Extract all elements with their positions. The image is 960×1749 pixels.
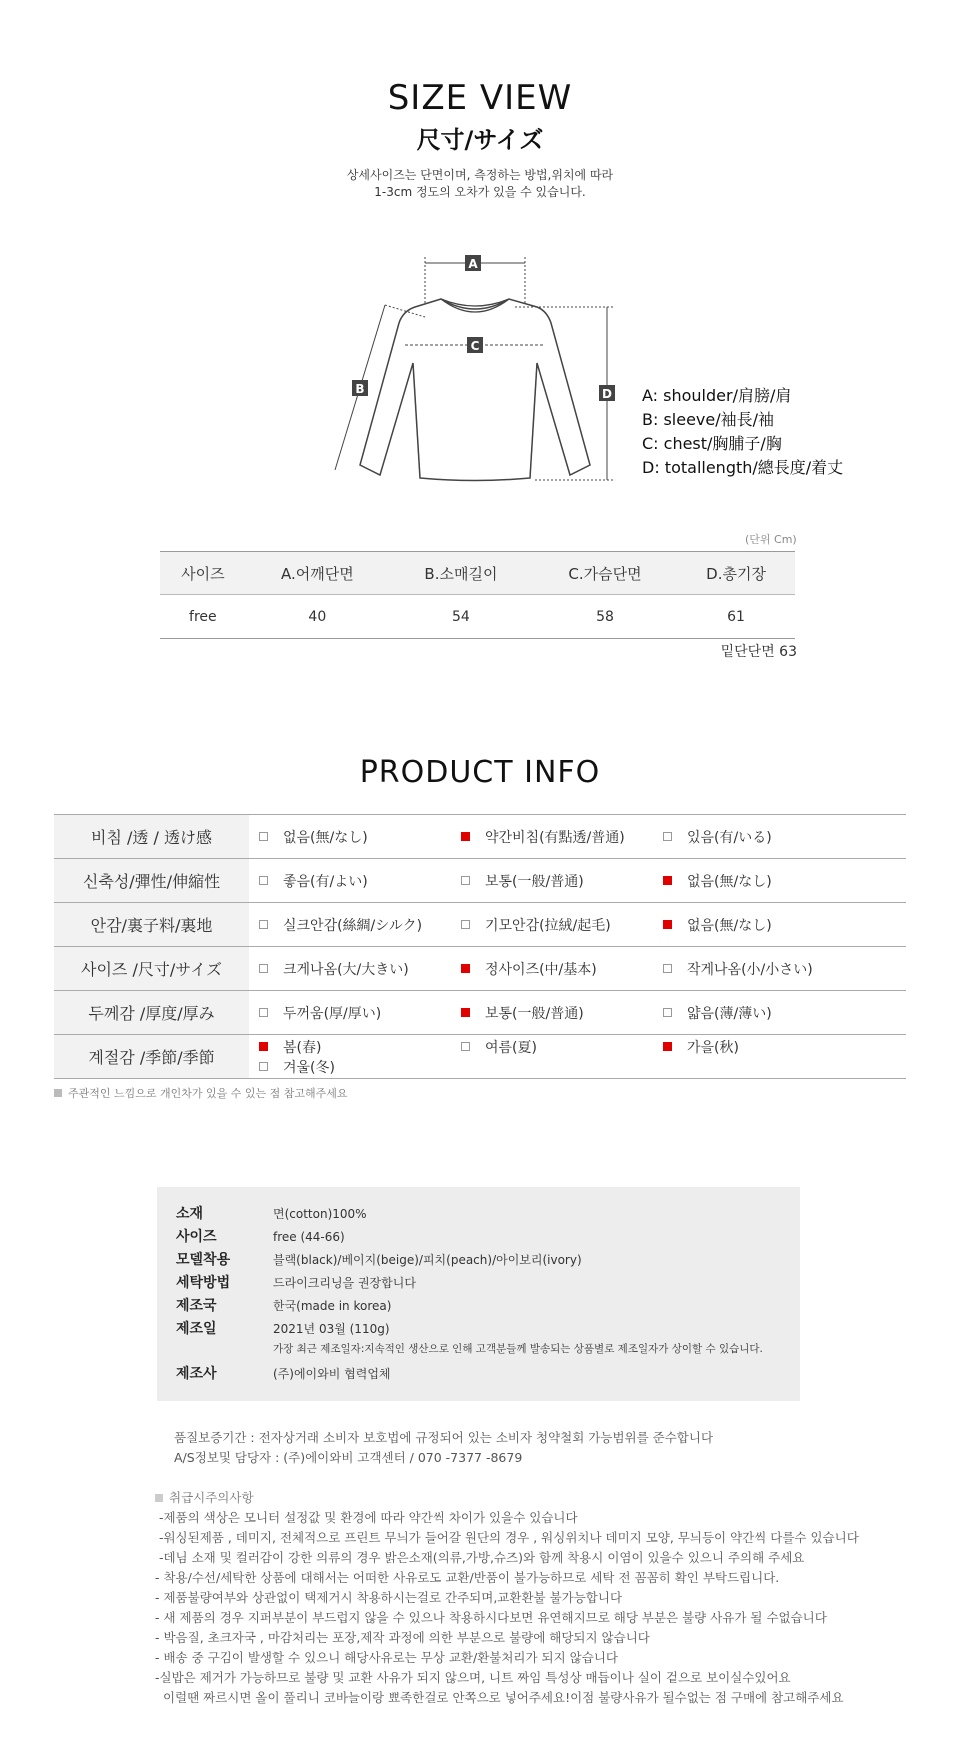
option-item xyxy=(663,915,893,935)
product-info-note xyxy=(54,1085,348,1101)
spec-key: 제조일 xyxy=(176,1321,217,1337)
spec-row xyxy=(176,1272,800,1295)
row-label: 신축성/彈性/伸縮性 xyxy=(54,859,249,903)
as-contact-line: A/S정보및 담당자 : (주)에이와비 고객센터 / 070 -7377 -8679 xyxy=(174,1450,523,1465)
size-table-header xyxy=(160,552,795,595)
option-item xyxy=(663,871,893,891)
checked-box-icon xyxy=(663,876,672,885)
option-label: 두꺼움(厚/厚い) xyxy=(283,1005,382,1022)
header-cell: D.총기장 xyxy=(677,552,795,595)
square-bullet-icon xyxy=(54,1089,62,1097)
option-label: 크게나옴(大/大きい) xyxy=(283,961,409,978)
option-label: 여름(夏) xyxy=(485,1039,537,1056)
shirt-outline xyxy=(360,299,590,481)
spec-value: 한국(made in korea) xyxy=(273,1299,392,1313)
checked-box-icon xyxy=(461,964,470,973)
shirt-collar xyxy=(441,299,509,312)
care-notes xyxy=(155,1488,859,1708)
spec-key: 소재 xyxy=(176,1206,204,1222)
spec-row xyxy=(176,1295,800,1318)
unchecked-box-icon xyxy=(259,920,268,929)
unchecked-box-icon xyxy=(663,832,672,841)
product-info-table xyxy=(54,814,906,1079)
row-label: 사이즈 /尺寸/サイズ xyxy=(54,947,249,991)
unchecked-box-icon xyxy=(259,832,268,841)
header-cell: C.가슴단면 xyxy=(533,552,677,595)
spec-value: free (44-66) xyxy=(273,1230,345,1244)
option-label: 보통(一般/普通) xyxy=(485,873,584,890)
spec-key: 세탁방법 xyxy=(176,1275,231,1291)
options-cell xyxy=(249,1035,906,1079)
options-cell xyxy=(249,947,906,991)
option-item xyxy=(259,1057,379,1077)
option-label: 실크안감(絲綢/シルク) xyxy=(283,917,423,934)
option-item xyxy=(461,1003,663,1023)
option-label: 없음(無/なし) xyxy=(283,829,368,846)
unchecked-box-icon xyxy=(259,876,268,885)
spec-key: 사이즈 xyxy=(176,1229,217,1245)
legend-item: C: chest/胸脯子/胸 xyxy=(642,434,782,453)
size-view-note-line: 상세사이즈는 단면이며, 측정하는 방법,위치에 따라 xyxy=(346,168,614,182)
unchecked-box-icon xyxy=(259,964,268,973)
option-label: 약간비침(有點透/普通) xyxy=(485,829,625,846)
spec-box xyxy=(157,1187,800,1401)
warranty-line: 품질보증기간 : 전자상거래 소비자 보호법에 규정되어 있는 소비자 청약철회 가능범위를 준수합니다 xyxy=(174,1430,714,1445)
table-cell: 40 xyxy=(246,595,389,639)
table-cell: 54 xyxy=(389,595,533,639)
table-row xyxy=(54,947,906,991)
unchecked-box-icon xyxy=(259,1008,268,1017)
spec-row xyxy=(176,1363,800,1386)
size-view-title: SIZE VIEW xyxy=(387,78,573,118)
table-row xyxy=(54,1035,906,1079)
option-label: 없음(無/なし) xyxy=(687,873,772,890)
table-cell: free xyxy=(160,595,246,639)
table-row xyxy=(54,903,906,947)
spec-value: 드라이크리닝을 권장합니다 xyxy=(273,1276,416,1290)
care-line: -실밥은 제거가 가능하므로 불량 및 교환 사유가 되지 않으며, 니트 짜임 특성상 매듭이나 실이 겉으로 보이실수있어요 xyxy=(155,1670,791,1685)
unit-label: (단위 Cm) xyxy=(745,533,797,546)
options-cell xyxy=(249,991,906,1035)
spec-key: 모델착용 xyxy=(176,1252,231,1268)
spec-value: 면(cotton)100% xyxy=(273,1207,367,1221)
care-line: - 착용/수선/세탁한 상품에 대해서는 어떠한 사유로도 교환/반품이 불가능하므로 세탁 전 꼼꼼히 확인 부탁드립니다. xyxy=(155,1570,780,1585)
legend-item: B: sleeve/袖長/袖 xyxy=(642,410,775,429)
table-row xyxy=(160,595,795,639)
option-label: 있음(有/いる) xyxy=(687,829,772,846)
row-label: 비침 /透 / 透け感 xyxy=(54,815,249,859)
options-cell xyxy=(249,815,906,859)
spec-key: 제조국 xyxy=(176,1298,217,1314)
warranty-info xyxy=(174,1428,713,1468)
marker-d: D xyxy=(602,387,612,401)
manufacture-date-note: 가장 최근 제조일자:지속적인 생산으로 인해 고객분들께 발송되는 상품별로 제조일자가 상이할 수 있습니다. xyxy=(273,1343,763,1355)
table-row xyxy=(54,815,906,859)
unchecked-box-icon xyxy=(259,1062,268,1071)
size-view-note-line: 1-3cm 정도의 오차가 있을 수 있습니다. xyxy=(374,185,586,199)
product-info-title: PRODUCT INFO xyxy=(359,755,601,790)
care-line: -워싱된제품 , 데미지, 전체적으로 프린트 무늬가 들어갈 원단의 경우 , 워싱위치나 데미지 모양, 무늬등이 약간씩 다를수 있습니다 xyxy=(155,1530,859,1545)
option-label: 기모안감(拉絨/起毛) xyxy=(485,917,611,934)
table-cell: 61 xyxy=(677,595,795,639)
option-item xyxy=(259,871,461,891)
square-bullet-icon xyxy=(155,1494,163,1502)
unchecked-box-icon xyxy=(461,920,470,929)
header-cell: 사이즈 xyxy=(160,552,246,595)
spec-row xyxy=(176,1226,800,1249)
size-view-subtitle: 尺寸/サイズ xyxy=(416,126,544,154)
option-item xyxy=(663,959,893,979)
spec-row xyxy=(176,1203,800,1226)
shirt-diagram xyxy=(325,245,625,495)
spec-row xyxy=(176,1249,800,1272)
product-info-note-text: 주관적인 느낌으로 개인차가 있을 수 있는 점 참고해주세요 xyxy=(68,1087,348,1100)
option-item xyxy=(663,827,893,847)
marker-c: C xyxy=(470,339,480,353)
option-label: 작게나옴(小/小さい) xyxy=(687,961,813,978)
care-line: - 제품불량여부와 상관없이 택제거시 착용하시는걸로 간주되며,교환환불 불가능합니다 xyxy=(155,1590,623,1605)
spec-value: 블랙(black)/베이지(beige)/피치(peach)/아이보리(ivory) xyxy=(273,1253,582,1267)
unchecked-box-icon xyxy=(461,876,470,885)
row-label: 계절감 /季節/季節 xyxy=(54,1035,249,1079)
care-line: - 새 제품의 경우 지퍼부분이 부드럽지 않을 수 있으나 착용하시다보면 유연해지므로 해당 부분은 불량 사유가 될 수없습니다 xyxy=(155,1610,827,1625)
options-cell xyxy=(249,859,906,903)
marker-b: B xyxy=(355,382,365,396)
table-cell: 58 xyxy=(533,595,677,639)
option-label: 좋음(有/よい) xyxy=(283,873,368,890)
option-label: 얇음(薄/薄い) xyxy=(687,1005,772,1022)
checked-box-icon xyxy=(461,832,470,841)
spec-value: 2021년 03월 (110g) xyxy=(273,1322,390,1336)
marker-a: A xyxy=(468,257,478,271)
legend-item: D: totallength/總長度/着丈 xyxy=(642,458,844,477)
option-label: 정사이즈(中/基本) xyxy=(485,961,597,978)
option-item xyxy=(663,1003,893,1023)
option-item xyxy=(461,959,663,979)
care-line: 이럴땐 짜르시면 올이 풀리니 코바늘이랑 뾰족한걸로 안쪽으로 넣어주세요!이점 불량사유가 될수없는 점 구매에 참고해주세요 xyxy=(155,1690,844,1705)
care-title-text: 취급시주의사항 xyxy=(169,1490,254,1505)
unchecked-box-icon xyxy=(663,964,672,973)
care-line: -데님 소재 및 컬러감이 강한 의류의 경우 밝은소재(의류,가방,슈즈)와 함께 착용시 이염이 있을수 있으니 주의해 주세요 xyxy=(155,1550,805,1565)
care-line: -제품의 색상은 모니터 설정값 및 환경에 따라 약간씩 차이가 있을수 있습니다 xyxy=(155,1510,578,1525)
option-label: 겨울(冬) xyxy=(283,1059,335,1076)
legend-item: A: shoulder/肩膀/肩 xyxy=(642,386,792,405)
table-row xyxy=(54,991,906,1035)
option-item xyxy=(461,871,663,891)
checked-box-icon xyxy=(259,1042,268,1051)
size-table xyxy=(160,551,795,639)
option-item xyxy=(259,1037,461,1057)
hem-note: 밑단단면 63 xyxy=(720,644,797,660)
options-cell xyxy=(249,903,906,947)
checked-box-icon xyxy=(663,1042,672,1051)
header-cell: A.어깨단면 xyxy=(246,552,389,595)
size-view-note xyxy=(0,167,960,201)
option-label: 가을(秋) xyxy=(687,1039,739,1056)
spec-value: (주)에이와비 협력업체 xyxy=(273,1367,391,1381)
option-label: 없음(無/なし) xyxy=(687,917,772,934)
option-item xyxy=(461,1037,663,1057)
option-item xyxy=(663,1037,808,1057)
option-item xyxy=(259,1003,461,1023)
option-item xyxy=(461,827,663,847)
unchecked-box-icon xyxy=(461,1042,470,1051)
option-item xyxy=(461,915,663,935)
care-line: - 박음질, 초크자국 , 마감처리는 포장,제작 과정에 의한 부분으로 불량에 해당되지 않습니다 xyxy=(155,1630,650,1645)
option-item xyxy=(259,959,461,979)
option-label: 보통(一般/普通) xyxy=(485,1005,584,1022)
measure-legend xyxy=(642,384,843,480)
spec-row xyxy=(176,1318,800,1341)
option-item xyxy=(259,827,461,847)
table-row xyxy=(54,859,906,903)
checked-box-icon xyxy=(663,920,672,929)
row-label: 두께감 /厚度/厚み xyxy=(54,991,249,1035)
option-item xyxy=(259,915,461,935)
option-label: 봄(春) xyxy=(283,1039,322,1056)
spec-key: 제조사 xyxy=(176,1366,217,1382)
checked-box-icon xyxy=(461,1008,470,1017)
unchecked-box-icon xyxy=(663,1008,672,1017)
care-title xyxy=(155,1488,859,1508)
care-line: - 배송 중 구김이 발생할 수 있으니 해당사유로는 무상 교환/환불처리가 되지 않습니다 xyxy=(155,1650,618,1665)
row-label: 안감/裏子料/裏地 xyxy=(54,903,249,947)
header-cell: B.소매길이 xyxy=(389,552,533,595)
